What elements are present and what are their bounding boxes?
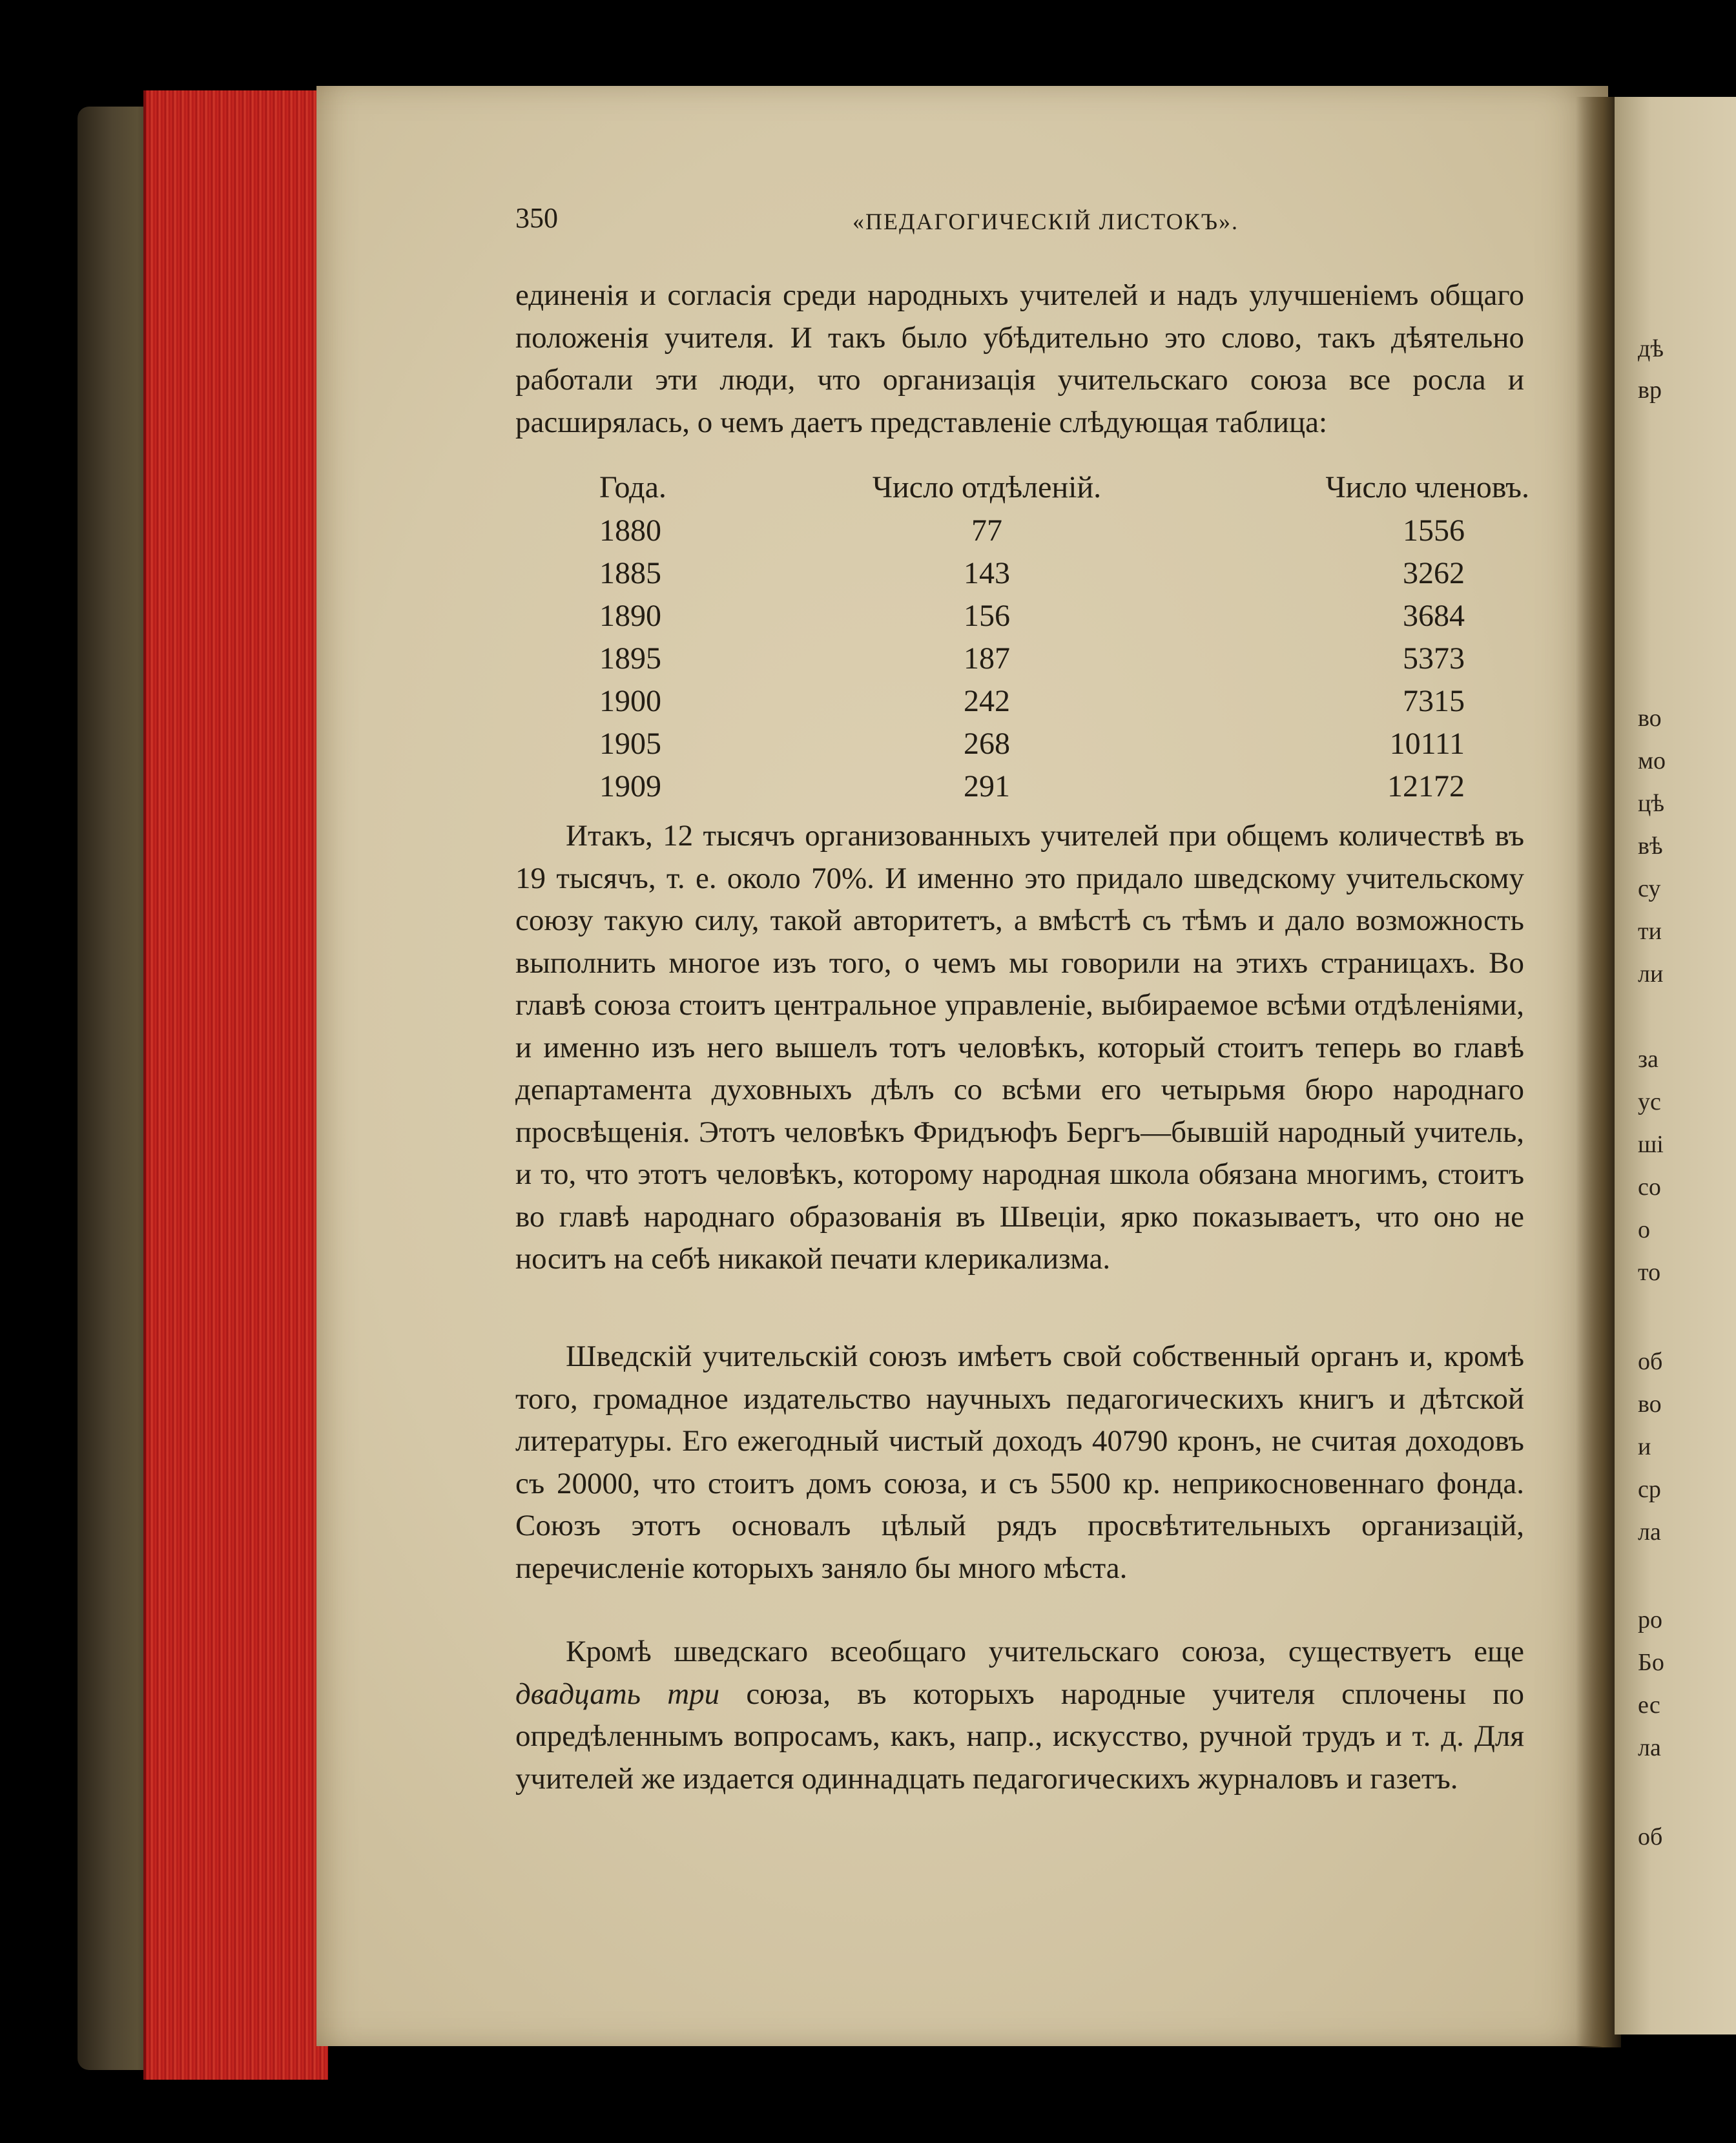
cell-members: 3684 — [1403, 598, 1465, 633]
table-row — [599, 722, 1529, 765]
table-row — [599, 594, 1529, 637]
facing-fragment: ес — [1638, 1692, 1660, 1719]
facing-fragment: ро — [1638, 1606, 1662, 1633]
column-header-years: Года. — [599, 470, 666, 504]
facing-fragment: ср — [1638, 1476, 1661, 1503]
cell-branches: 291 — [964, 769, 1010, 803]
cell-year: 1880 — [599, 513, 661, 548]
paragraph-membership: Итакъ, 12 тысячъ организованныхъ учителей при общемъ количествѣ въ 19 тысячъ, т. е. около 70%. И именно это придало шведскому учительскому союзу такую силу, такой авторитетъ, а вмѣстѣ съ тѣмъ и дало возможность выполнить многое изъ того, о чемъ мы говорили на этихъ страницахъ. Во главѣ союза стоитъ центральное управленіе, выбираемое всѣми отдѣленіями, и именно изъ него вышелъ тотъ человѣкъ, который стоитъ теперь во главѣ департамента духовныхъ дѣлъ со всѣми его четырьмя бюро народнаго просвѣщенія. Этотъ человѣкъ Фридъюфъ Бергъ—бывшій народный учитель, и то, что этотъ человѣкъ, которому народная школа обязана многимъ, стоитъ во главѣ народнаго образованія въ Швеціи, ярко показываетъ, что оно не носитъ на себѣ никакой печати клерикализма. — [515, 819, 1524, 1276]
cell-year: 1890 — [599, 598, 661, 633]
facing-fragment: ли — [1638, 960, 1664, 988]
table-row — [599, 637, 1529, 679]
table-row — [599, 509, 1529, 552]
cell-year: 1885 — [599, 555, 661, 590]
facing-fragment: во — [1638, 705, 1662, 732]
cell-year: 1905 — [599, 726, 661, 761]
cell-branches: 187 — [964, 641, 1010, 676]
table-row — [599, 765, 1529, 807]
cell-members: 10111 — [1389, 726, 1465, 761]
facing-fragment: и — [1638, 1433, 1651, 1460]
facing-fragment: ус — [1638, 1088, 1661, 1115]
membership-table — [599, 465, 1529, 807]
facing-fragment: во — [1638, 1391, 1662, 1418]
cell-year: 1895 — [599, 641, 661, 676]
facing-fragment: мо — [1638, 747, 1666, 774]
facing-fragment: цѣ — [1638, 790, 1664, 817]
facing-fragment: ла — [1638, 1518, 1661, 1546]
cell-branches: 268 — [964, 726, 1010, 761]
facing-fragment: о — [1638, 1216, 1650, 1243]
paragraph-other-unions — [515, 1631, 1524, 1800]
cell-members: 7315 — [1403, 683, 1465, 718]
cell-members: 1556 — [1403, 513, 1465, 548]
cell-year: 1909 — [599, 769, 661, 803]
cell-year: 1900 — [599, 683, 661, 718]
facing-fragment: дѣ — [1638, 335, 1664, 362]
cell-members: 12172 — [1387, 769, 1465, 803]
cell-branches: 77 — [971, 513, 1002, 548]
facing-fragment: ші — [1638, 1131, 1664, 1158]
facing-fragment: вѣ — [1638, 833, 1663, 860]
facing-fragment: то — [1638, 1259, 1661, 1286]
running-title: «ПЕДАГОГИЧЕСКІЙ ЛИСТОКЪ». — [852, 209, 1239, 234]
facing-fragment: за — [1638, 1046, 1658, 1073]
cell-branches: 143 — [964, 555, 1010, 590]
facing-fragment: су — [1638, 875, 1661, 902]
cell-members: 3262 — [1403, 555, 1465, 590]
facing-fragment: со — [1638, 1174, 1661, 1201]
cell-branches: 156 — [964, 598, 1010, 633]
page-number: 350 — [515, 202, 558, 234]
paragraph-union-finances: Шведскій учительскій союзъ имѣетъ свой собственный органъ и, кромѣ того, громадное издательство научныхъ педагогическихъ книгъ и дѣтской литературы. Его ежегодный чистый доходъ 40790 кронъ, не считая доходовъ съ 20000, что стоитъ домъ союза, и съ 5500 кр. неприкосновеннаго фонда. Союзъ этотъ основалъ цѣлый рядъ просвѣтительныхъ организацій, перечисленіе которыхъ заняло бы много мѣста. — [515, 1340, 1524, 1585]
cell-branches: 242 — [964, 683, 1010, 718]
red-page-edges — [143, 90, 328, 2080]
facing-fragment: вр — [1638, 377, 1662, 404]
facing-page — [1615, 97, 1736, 2034]
table-row — [599, 552, 1529, 594]
facing-fragment: об — [1638, 1823, 1663, 1850]
table-row — [599, 679, 1529, 722]
facing-fragment: об — [1638, 1348, 1663, 1375]
paragraph-text-end: союза, въ которыхъ народные учителя сплочены по опредѣленнымъ вопросамъ, какъ, напр., искусство, ручной трудъ и т. д. Для учителей же издается одиннадцать педагогическихъ журналовъ и газетъ. — [515, 1677, 1525, 1796]
facing-fragment: Бо — [1638, 1649, 1664, 1676]
italic-phrase: двадцать три — [515, 1677, 720, 1711]
facing-fragment: ти — [1638, 918, 1662, 945]
facing-fragment: ла — [1638, 1734, 1661, 1761]
paragraph-text-start: Кромѣ шведскаго всеобщаго учительскаго союза, существуетъ еще — [566, 1635, 1524, 1668]
column-header-branches: Число отдѣленій. — [872, 470, 1102, 504]
column-header-members: Число членовъ. — [1325, 470, 1529, 504]
table-header-row — [599, 465, 1529, 509]
cell-members: 5373 — [1403, 641, 1465, 676]
paragraph-continued: единенія и согласія среди народныхъ учителей и надъ улучшеніемъ общаго положенія учителя. И такъ было убѣдительно это слово, такъ дѣятельно работали эти люди, что организація учительскаго союза все росла и расширялась, о чемъ даетъ представленіе слѣдующая таблица: — [515, 278, 1524, 439]
